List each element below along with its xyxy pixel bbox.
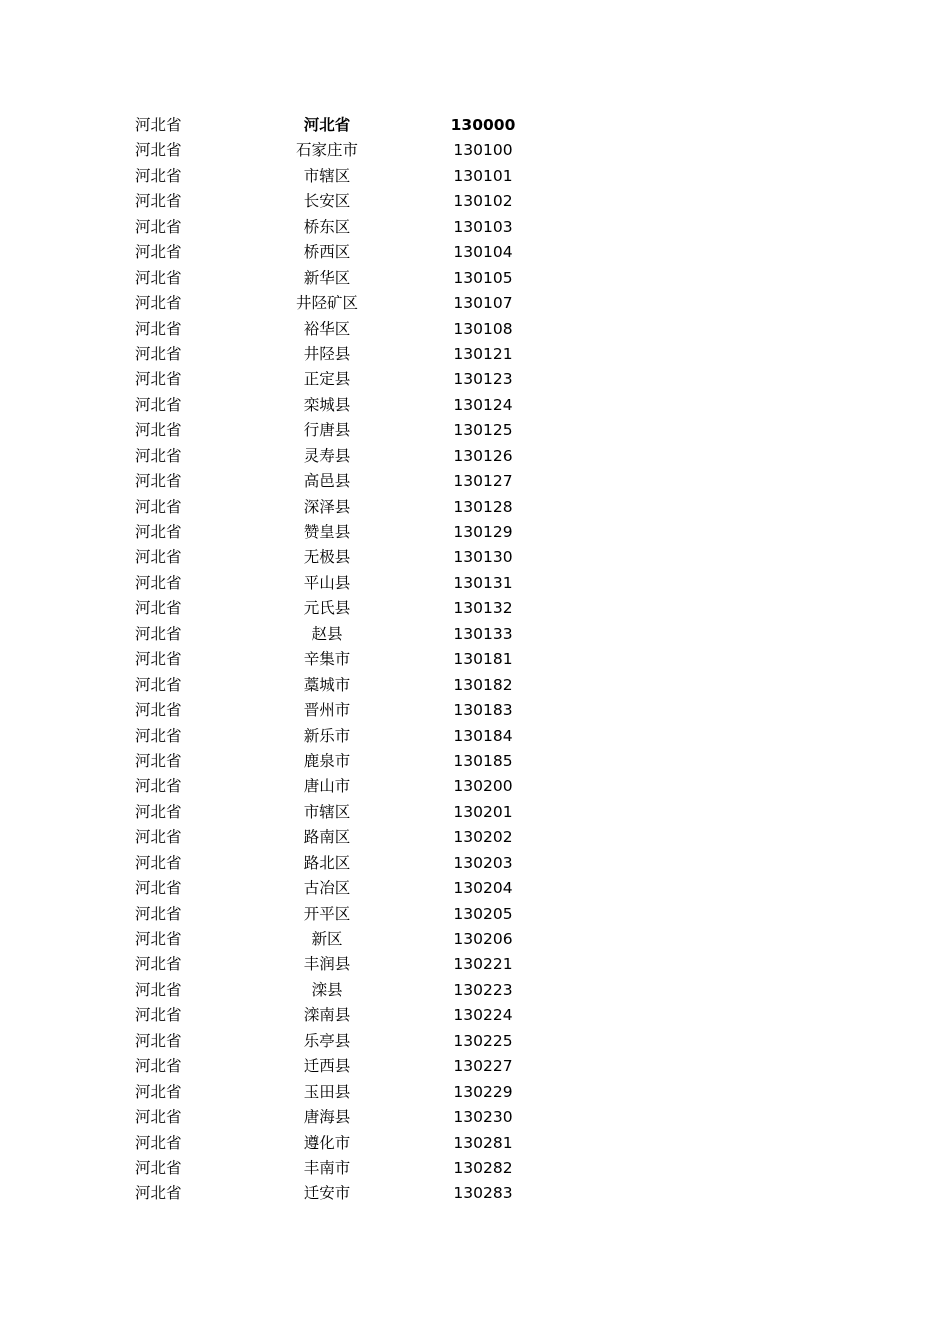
region-code-cell: 130229 [453, 1082, 513, 1101]
region-name-cell: 正定县 [303, 370, 351, 389]
region-code-cell: 130185 [453, 751, 513, 770]
province-cell: 河北省 [135, 472, 182, 491]
region-code-cell: 130205 [453, 904, 513, 923]
table-row [0, 1131, 950, 1156]
region-name-cell: 丰润县 [303, 955, 351, 974]
province-cell: 河北省 [135, 1057, 182, 1076]
province-cell: 河北省 [135, 701, 182, 720]
table-row [0, 520, 950, 545]
region-code-cell: 130100 [453, 141, 513, 160]
region-code-cell: 130128 [453, 497, 513, 516]
region-code-cell: 130183 [453, 701, 513, 720]
region-name-cell: 井陉矿区 [295, 294, 358, 313]
table-row [0, 825, 950, 850]
region-name-cell: 唐海县 [303, 1108, 351, 1127]
region-name-cell: 灵寿县 [303, 446, 351, 465]
table-row [0, 978, 950, 1003]
table-row [0, 673, 950, 698]
province-cell: 河北省 [135, 828, 182, 847]
region-name-cell: 迁西县 [303, 1057, 351, 1076]
province-cell: 河北省 [135, 980, 182, 999]
region-name-cell: 开平区 [303, 904, 351, 923]
region-code-cell: 130131 [453, 573, 513, 592]
table-row [0, 647, 950, 672]
region-code-cell: 130102 [453, 192, 513, 211]
table-row [0, 444, 950, 469]
table-row [0, 393, 950, 418]
table-row [0, 927, 950, 952]
region-name-cell: 裕华区 [303, 319, 351, 338]
table-row [0, 1181, 950, 1206]
table-row [0, 774, 950, 799]
province-cell: 河北省 [135, 523, 182, 541]
province-cell: 河北省 [135, 751, 182, 770]
region-name-cell: 鹿泉市 [303, 751, 351, 770]
region-name-cell: 晋州市 [303, 701, 351, 720]
region-name-cell: 路北区 [303, 853, 351, 872]
province-cell: 河北省 [135, 777, 182, 796]
table-row [0, 1029, 950, 1054]
table-row [0, 317, 950, 342]
region-name-cell: 滦南县 [303, 1006, 351, 1025]
table-row [0, 698, 950, 723]
region-code-cell: 130223 [453, 980, 513, 999]
region-name-cell: 市辖区 [303, 802, 351, 821]
region-name-cell: 滦县 [311, 980, 343, 999]
region-code-cell: 130105 [453, 268, 513, 287]
region-name-cell: 元氏县 [303, 599, 351, 618]
table-row [0, 469, 950, 494]
region-code-cell: 130227 [453, 1057, 513, 1076]
table-row [0, 215, 950, 240]
table-row [0, 367, 950, 392]
table-row [0, 418, 950, 443]
table-row [0, 1080, 950, 1105]
province-cell: 河北省 [135, 268, 182, 287]
region-code-cell: 130283 [453, 1184, 513, 1203]
region-code-cell: 130221 [453, 955, 513, 974]
province-cell: 河北省 [135, 879, 182, 898]
region-name-cell: 市辖区 [303, 166, 351, 185]
province-cell: 河北省 [135, 853, 182, 872]
table-row [0, 800, 950, 825]
region-code-cell: 130132 [453, 599, 513, 618]
region-name-cell: 栾城县 [303, 395, 351, 414]
region-name-cell: 河北省 [303, 116, 351, 134]
region-name-cell: 辛集市 [303, 650, 351, 669]
region-name-cell: 赞皇县 [303, 523, 351, 541]
region-name-cell: 遵化市 [303, 1133, 351, 1152]
region-name-cell: 深泽县 [303, 497, 351, 516]
province-cell: 河北省 [135, 1108, 182, 1127]
province-cell: 河北省 [135, 217, 182, 236]
region-code-cell: 130133 [453, 624, 513, 643]
province-cell: 河北省 [135, 370, 182, 389]
region-code-cell: 130129 [453, 523, 513, 541]
region-name-cell: 丰南市 [303, 1158, 351, 1177]
province-cell: 河北省 [135, 243, 182, 262]
region-code-cell: 130206 [453, 930, 513, 948]
region-code-cell: 130181 [453, 650, 513, 669]
table-row [0, 266, 950, 291]
region-code-cell: 130184 [453, 726, 513, 745]
region-code-cell: 130230 [453, 1108, 513, 1127]
region-name-cell: 新乐市 [303, 726, 351, 745]
province-cell: 河北省 [135, 802, 182, 821]
region-code-cell: 130182 [453, 675, 513, 694]
table-row [0, 952, 950, 977]
province-cell: 河北省 [135, 192, 182, 211]
region-code-cell: 130200 [453, 777, 513, 796]
province-cell: 河北省 [135, 1184, 182, 1203]
province-cell: 河北省 [135, 1031, 182, 1050]
table-row [0, 1156, 950, 1181]
table-row [0, 902, 950, 927]
table-row [0, 1054, 950, 1079]
table-row [0, 571, 950, 596]
province-cell: 河北省 [135, 650, 182, 669]
region-code-cell: 130224 [453, 1006, 513, 1025]
region-code-cell: 130104 [453, 243, 513, 262]
table-row [0, 545, 950, 570]
table-row [0, 138, 950, 163]
region-code-cell: 130103 [453, 217, 513, 236]
region-name-cell: 石家庄市 [295, 141, 358, 160]
table-row [0, 240, 950, 265]
region-code-table [0, 113, 950, 1207]
region-code-cell: 130202 [453, 828, 513, 847]
table-row [0, 189, 950, 214]
table-row [0, 113, 950, 138]
region-name-cell: 玉田县 [303, 1082, 351, 1101]
province-cell: 河北省 [135, 904, 182, 923]
province-cell: 河北省 [135, 116, 182, 134]
region-name-cell: 新区 [311, 930, 343, 948]
province-cell: 河北省 [135, 294, 182, 313]
table-row [0, 1003, 950, 1028]
region-name-cell: 行唐县 [303, 421, 351, 440]
table-row [0, 291, 950, 316]
region-code-cell: 130121 [453, 344, 513, 363]
table-row [0, 164, 950, 189]
region-code-cell: 130125 [453, 421, 513, 440]
region-name-cell: 新华区 [303, 268, 351, 287]
region-name-cell: 路南区 [303, 828, 351, 847]
region-code-cell: 130281 [453, 1133, 513, 1152]
region-code-cell: 130127 [453, 472, 513, 491]
region-code-cell: 130203 [453, 853, 513, 872]
province-cell: 河北省 [135, 1082, 182, 1101]
province-cell: 河北省 [135, 955, 182, 974]
region-name-cell: 高邑县 [303, 472, 351, 491]
region-code-cell: 130000 [450, 116, 516, 134]
region-code-cell: 130225 [453, 1031, 513, 1050]
region-code-cell: 130101 [453, 166, 513, 185]
province-cell: 河北省 [135, 344, 182, 363]
region-name-cell: 乐亭县 [303, 1031, 351, 1050]
region-name-cell: 唐山市 [303, 777, 351, 796]
table-row [0, 724, 950, 749]
province-cell: 河北省 [135, 319, 182, 338]
province-cell: 河北省 [135, 624, 182, 643]
table-row [0, 622, 950, 647]
province-cell: 河北省 [135, 1158, 182, 1177]
province-cell: 河北省 [135, 573, 182, 592]
region-code-cell: 130201 [453, 802, 513, 821]
region-code-cell: 130124 [453, 395, 513, 414]
region-name-cell: 古冶区 [303, 879, 351, 898]
province-cell: 河北省 [135, 421, 182, 440]
province-cell: 河北省 [135, 497, 182, 516]
region-name-cell: 平山县 [303, 573, 351, 592]
province-cell: 河北省 [135, 395, 182, 414]
region-name-cell: 桥西区 [303, 243, 351, 262]
region-name-cell: 藁城市 [303, 675, 351, 694]
region-code-cell: 130108 [453, 319, 513, 338]
region-name-cell: 迁安市 [303, 1184, 351, 1203]
region-code-cell: 130204 [453, 879, 513, 898]
province-cell: 河北省 [135, 1006, 182, 1025]
region-name-cell: 无极县 [303, 548, 351, 567]
region-code-cell: 130282 [453, 1158, 513, 1177]
province-cell: 河北省 [135, 675, 182, 694]
table-row [0, 876, 950, 901]
province-cell: 河北省 [135, 166, 182, 185]
province-cell: 河北省 [135, 599, 182, 618]
region-code-cell: 130123 [453, 370, 513, 389]
region-code-cell: 130130 [453, 548, 513, 567]
region-code-cell: 130107 [453, 294, 513, 313]
province-cell: 河北省 [135, 1133, 182, 1152]
province-cell: 河北省 [135, 726, 182, 745]
province-cell: 河北省 [135, 930, 182, 948]
province-cell: 河北省 [135, 446, 182, 465]
region-name-cell: 长安区 [303, 192, 351, 211]
table-row [0, 342, 950, 367]
region-code-cell: 130126 [453, 446, 513, 465]
region-name-cell: 井陉县 [303, 344, 351, 363]
region-name-cell: 桥东区 [303, 217, 351, 236]
table-row [0, 749, 950, 774]
table-row [0, 495, 950, 520]
table-row [0, 1105, 950, 1130]
province-cell: 河北省 [135, 141, 182, 160]
table-row [0, 596, 950, 621]
region-name-cell: 赵县 [311, 624, 343, 643]
table-row [0, 851, 950, 876]
province-cell: 河北省 [135, 548, 182, 567]
